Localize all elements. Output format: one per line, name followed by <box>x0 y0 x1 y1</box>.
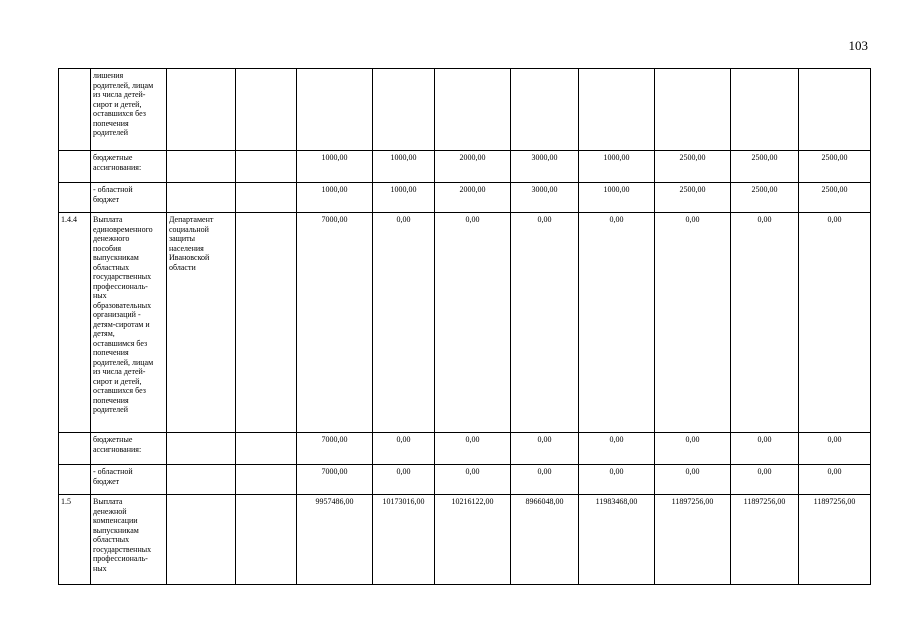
amount-cell: 0,00 <box>731 213 799 433</box>
table-row <box>59 465 871 495</box>
amount-cell: 0,00 <box>655 213 731 433</box>
amount-cell: 1000,00 <box>373 151 435 183</box>
amount-cell: 2000,00 <box>435 183 511 213</box>
blank-cell <box>236 465 297 495</box>
amount-cell: 0,00 <box>435 433 511 465</box>
item-code-cell: 1.5 <box>59 495 91 585</box>
amount-cell: 0,00 <box>511 213 579 433</box>
amount-cell: 2500,00 <box>655 183 731 213</box>
page-number: 103 <box>848 38 868 53</box>
amount-cell: 0,00 <box>731 433 799 465</box>
item-name-cell: бюджетные ассигнования: <box>91 151 167 183</box>
amount-cell: 7000,00 <box>297 433 373 465</box>
table-row <box>59 183 871 213</box>
executor-cell <box>167 69 236 151</box>
amount-cell <box>731 69 799 151</box>
amount-cell: 1000,00 <box>297 183 373 213</box>
amount-cell <box>435 69 511 151</box>
amount-cell: 0,00 <box>579 433 655 465</box>
executor-cell <box>167 495 236 585</box>
table-row <box>59 69 871 151</box>
amount-cell: 11897256,00 <box>655 495 731 585</box>
amount-cell: 1000,00 <box>579 151 655 183</box>
blank-cell <box>236 69 297 151</box>
table-row <box>59 151 871 183</box>
item-name-cell: - областной бюджет <box>91 465 167 495</box>
amount-cell: 2500,00 <box>799 183 871 213</box>
amount-cell: 0,00 <box>799 433 871 465</box>
amount-cell <box>655 69 731 151</box>
item-name-cell: лишения родителей, лицам из числа детей- сирот и детей, оставшихся без попечения родителей <box>91 69 167 151</box>
amount-cell: 11897256,00 <box>731 495 799 585</box>
item-code-cell <box>59 183 91 213</box>
item-name-cell: бюджетные ассигнования: <box>91 433 167 465</box>
amount-cell: 11983468,00 <box>579 495 655 585</box>
amount-cell: 8966048,00 <box>511 495 579 585</box>
amount-cell: 0,00 <box>799 465 871 495</box>
amount-cell: 0,00 <box>655 465 731 495</box>
amount-cell: 1000,00 <box>579 183 655 213</box>
executor-cell <box>167 183 236 213</box>
blank-cell <box>236 183 297 213</box>
item-code-cell <box>59 151 91 183</box>
amount-cell: 0,00 <box>373 433 435 465</box>
amount-cell: 11897256,00 <box>799 495 871 585</box>
amount-cell: 0,00 <box>731 465 799 495</box>
amount-cell: 3000,00 <box>511 183 579 213</box>
amount-cell <box>373 69 435 151</box>
blank-cell <box>236 433 297 465</box>
amount-cell: 2500,00 <box>731 151 799 183</box>
amount-cell: 10216122,00 <box>435 495 511 585</box>
item-code-cell: 1.4.4 <box>59 213 91 433</box>
amount-cell: 0,00 <box>579 213 655 433</box>
table-row <box>59 213 871 433</box>
amount-cell: 0,00 <box>435 465 511 495</box>
item-name-cell: - областной бюджет <box>91 183 167 213</box>
amount-cell: 2500,00 <box>731 183 799 213</box>
amount-cell: 1000,00 <box>297 151 373 183</box>
amount-cell: 1000,00 <box>373 183 435 213</box>
amount-cell: 7000,00 <box>297 465 373 495</box>
amount-cell: 0,00 <box>511 465 579 495</box>
item-code-cell <box>59 465 91 495</box>
amount-cell <box>511 69 579 151</box>
executor-cell: Департамент социальной защиты населения Ивановской области <box>167 213 236 433</box>
budget-table <box>58 68 871 585</box>
table-row <box>59 495 871 585</box>
amount-cell <box>579 69 655 151</box>
amount-cell: 7000,00 <box>297 213 373 433</box>
executor-cell <box>167 465 236 495</box>
amount-cell: 0,00 <box>511 433 579 465</box>
blank-cell <box>236 213 297 433</box>
amount-cell: 0,00 <box>435 213 511 433</box>
item-name-cell: Выплата денежной компенсации выпускникам областных государственных профессиональ- ных <box>91 495 167 585</box>
amount-cell: 10173016,00 <box>373 495 435 585</box>
amount-cell: 0,00 <box>373 465 435 495</box>
item-code-cell <box>59 69 91 151</box>
blank-cell <box>236 495 297 585</box>
item-name-cell: Выплата единовременного денежного пособия выпускникам областных государственных профессиональ- ных образовательных организаций - детям-сиротам и детям, оставшимся без попечения родителей, лицам из числа детей- сирот и детей, оставшихся без попечения родителей <box>91 213 167 433</box>
amount-cell: 0,00 <box>373 213 435 433</box>
amount-cell: 2500,00 <box>655 151 731 183</box>
amount-cell: 2000,00 <box>435 151 511 183</box>
amount-cell: 9957486,00 <box>297 495 373 585</box>
amount-cell: 2500,00 <box>799 151 871 183</box>
blank-cell <box>236 151 297 183</box>
amount-cell: 0,00 <box>655 433 731 465</box>
item-code-cell <box>59 433 91 465</box>
amount-cell: 0,00 <box>579 465 655 495</box>
amount-cell <box>799 69 871 151</box>
amount-cell: 0,00 <box>799 213 871 433</box>
amount-cell <box>297 69 373 151</box>
executor-cell <box>167 151 236 183</box>
table-row <box>59 433 871 465</box>
amount-cell: 3000,00 <box>511 151 579 183</box>
executor-cell <box>167 433 236 465</box>
